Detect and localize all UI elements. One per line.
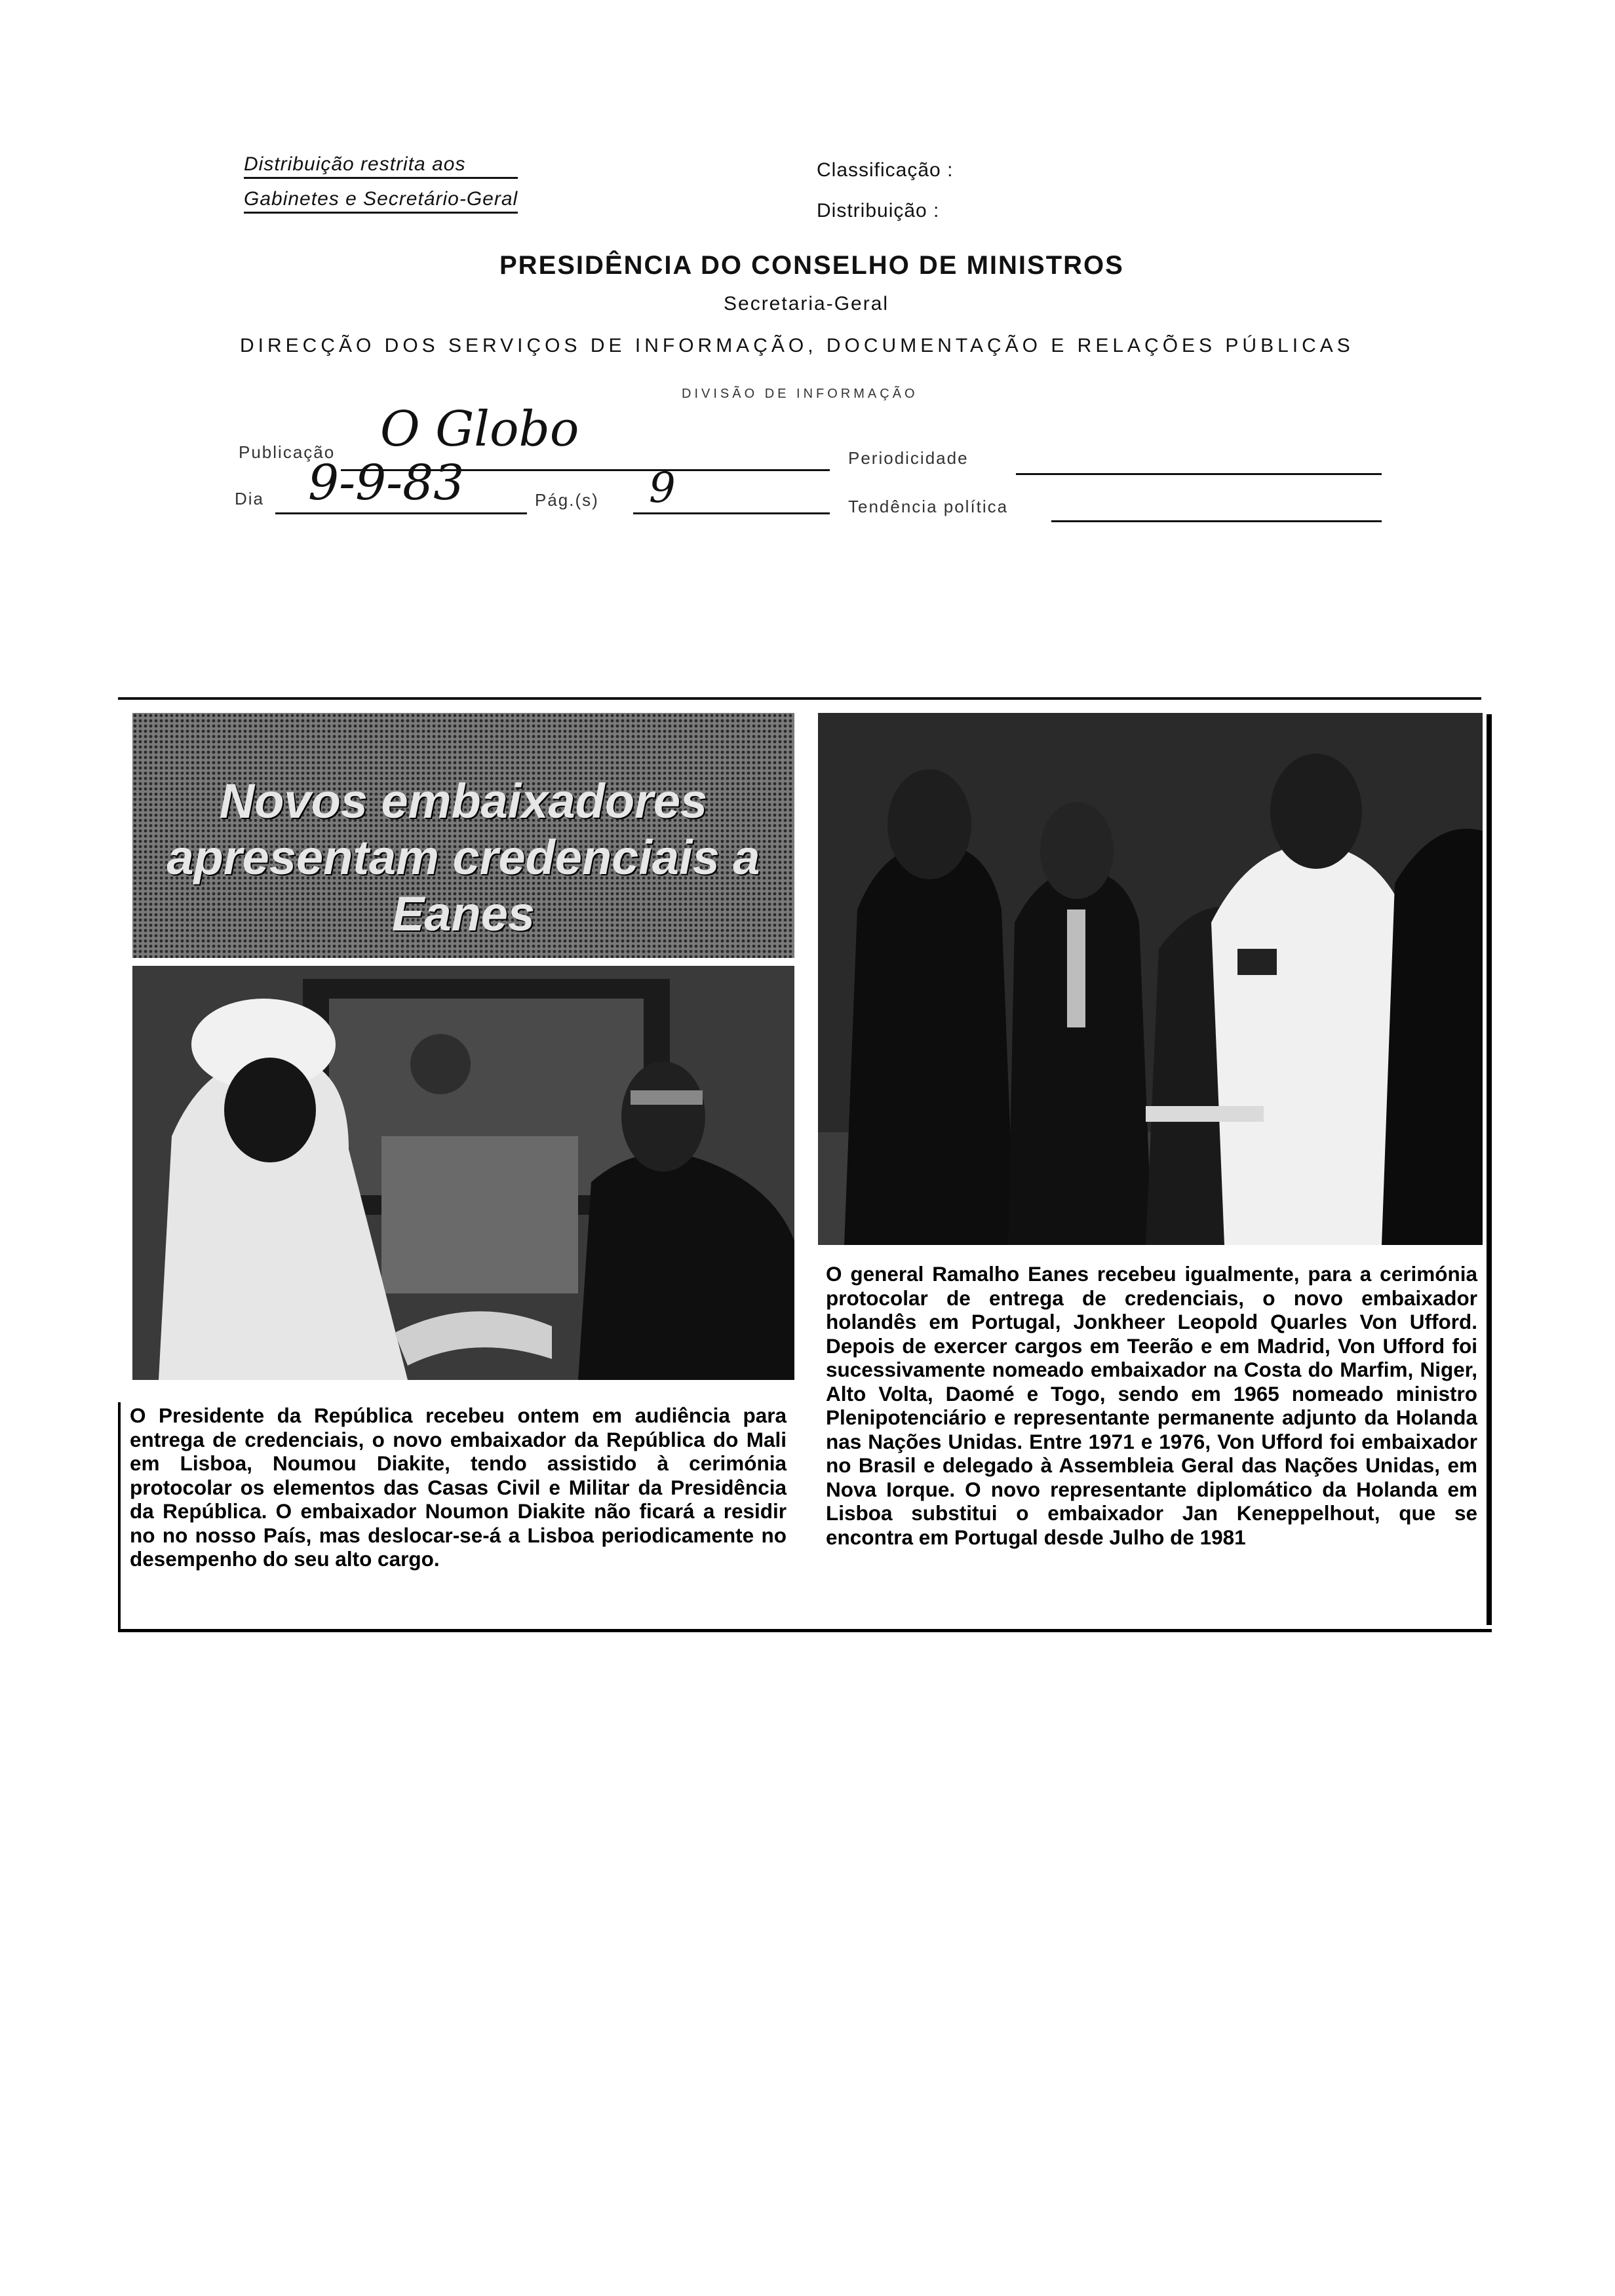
- photo-dutch-ambassador-image: [818, 713, 1483, 1245]
- classificacao-label: Classificação :: [817, 159, 954, 181]
- headline: Novos embaixadores apresentam credenciais a Eanes: [166, 774, 760, 941]
- distribuicao-label: Distribuição :: [817, 200, 940, 221]
- photo-mali-ambassador: [132, 966, 794, 1380]
- dia-label: Dia: [235, 489, 265, 508]
- tendencia-label: Tendência política: [848, 497, 1009, 516]
- clipping-right-rule: [1487, 714, 1492, 1625]
- dia-line: [275, 512, 527, 514]
- pag-label: Pág.(s): [535, 490, 599, 510]
- clipping-bottom-rule: [118, 1629, 1492, 1632]
- clipping-left-rule: [118, 1402, 121, 1632]
- pag-value: 9: [649, 464, 676, 512]
- publicacao-label: Publicação: [239, 442, 336, 462]
- restriction-line2: Gabinetes e Secretário-Geral: [244, 188, 518, 214]
- direccao-line: DIRECÇÃO DOS SERVIÇOS DE INFORMAÇÃO, DOCUMENTAÇÃO E RELAÇÕES PÚBLICAS: [240, 335, 1354, 356]
- restriction-note: [244, 153, 518, 214]
- pag-line: [633, 512, 830, 514]
- tendencia-line: [1051, 520, 1382, 522]
- caption-left: O Presidente da República recebeu ontem em audiência para entrega de credenciais, o novo embaixador da República do Mali em Lisboa, Noumou Diakite, tendo assistido à cerimónia protocolar os elementos das Casas Civil e Militar da Presidência da República. O embaixador Noumon Diakite não ficará a residir no no nosso País, mas deslocar-se-á a Lisboa periodicamente no desempenho do seu alto cargo.: [130, 1404, 787, 1571]
- divisao-line: DIVISÃO DE INFORMAÇÃO: [682, 387, 918, 401]
- restriction-line1: Distribuição restrita aos: [244, 153, 518, 179]
- page-title: PRESIDÊNCIA DO CONSELHO DE MINISTROS: [499, 251, 1124, 280]
- photo-dutch-ambassador: [818, 713, 1483, 1245]
- photo-mali-ambassador-image: [132, 966, 794, 1380]
- dia-value: 9-9-83: [308, 455, 465, 511]
- caption-right: O general Ramalho Eanes recebeu igualmente, para a cerimónia protocolar de entrega de credenciais, o novo embaixador holandês em Portugal, Jonkheer Leopold Quarles Von Ufford. Depois de exercer cargos em Teerão e em Madrid, Von Ufford foi sucessivamente nomeado embaixador na Costa do Marfim, Niger, Alto Volta, Daomé e Togo, sendo em 1965 nomeado ministro Plenipotenciário e representante permanente adjunto da Holanda nas Nações Unidas. Entre 1971 e 1976, Von Ufford foi embaixador no Brasil e delegado à Assembleia Geral das Nações Unidas, em Nova Iorque. O novo representante diplomático da Holanda em Lisboa substitui o embaixador Jan Keneppelhout, que se encontra em Portugal desde Julho de 1981: [826, 1262, 1477, 1549]
- periodicidade-line: [1016, 473, 1382, 475]
- clipping-top-rule: [118, 697, 1481, 700]
- periodicidade-label: Periodicidade: [848, 448, 969, 468]
- headline-box: [132, 713, 794, 958]
- page-subtitle: Secretaria-Geral: [724, 293, 889, 315]
- publicacao-value: O Globo: [380, 401, 579, 457]
